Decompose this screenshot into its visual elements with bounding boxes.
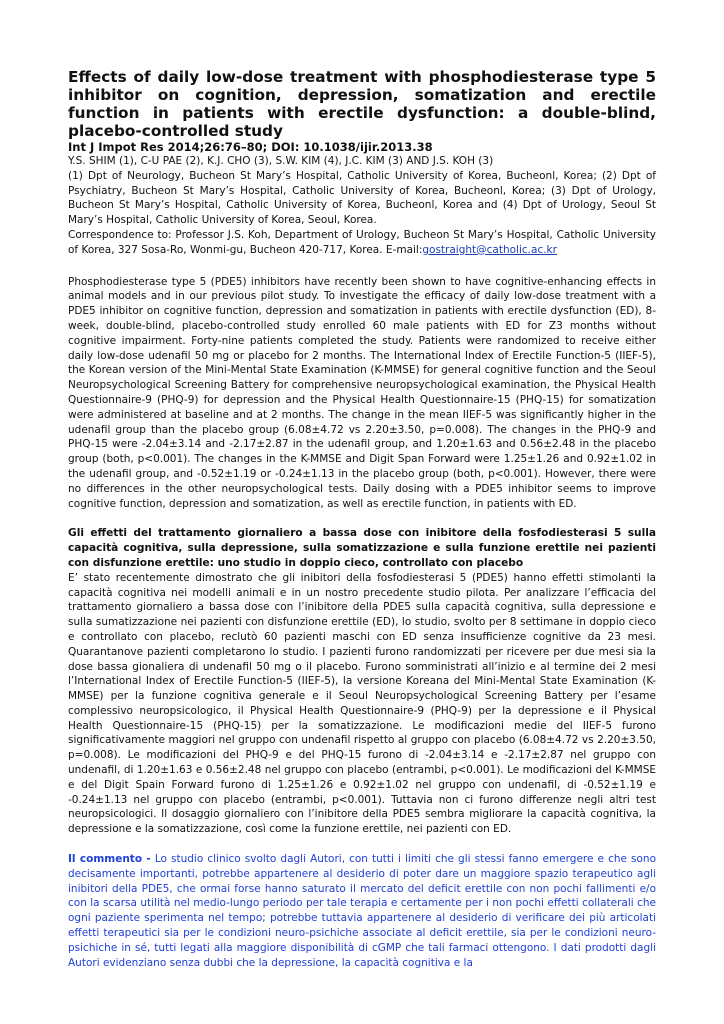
article-authors: Y.S. SHIM (1), C-U PAE (2), K.J. CHO (3), S.W. KIM (4), J.C. KIM (3) AND J.S. KOH (3) <box>68 155 494 167</box>
italian-title: Gli effetti del trattamento giornaliero a bassa dose con inibitore della fosfodiesterasi 5 sulla capacità cognitiva, sulla depressione, sulla somatizzazione e sulla funzione erettile nei pazienti con disfunzione erettile: uno studio in doppio cieco, controllato con placebo <box>68 527 656 569</box>
comment-section <box>68 852 656 970</box>
document-page <box>68 68 656 970</box>
comment-text: Lo studio clinico svolto dagli Autori, con tutti i limiti che gli stessi fanno emergere e che sono decisamente importanti, potrebbe appartenere al desiderio di poter dare un maggiore spazio terapeutico agli inibitori della PDE5, che ormai forse hanno saturato il mercato del deficit erettile con non pochi fallimenti e/o con la scarsa utilità nel medio-lungo periodo per tale terapia e certamente per i non pochi effetti collaterali che ogni paziente sperimenta nel tempo; potrebbe tuttavia appartenere al desiderio di verificare dei più articolati effetti terapeutici sia per le condizioni neuro-psichiche associate al deficit erettile, sia per le condizioni neuro-psichiche in sé, tutti legati alla maggiore disponibilità di cGMP che tali farmaci ottengono. I dati prodotti dagli Autori evidenziano senza dubbi che la depressione, la capacità cognitiva e la <box>68 853 657 969</box>
article-affiliations: (1) Dpt of Neurology, Bucheon St Mary’s Hospital, Catholic University of Korea, Bucheonl, Korea; (2) Dpt of Psychiatry, Bucheon St Mary’s Hospital, Catholic University of Korea, Bucheonl, Korea; (3) Dpt of Urology, Bucheon St Mary’s Hospital, Catholic University of Korea, Bucheonl, Korea and (4) Dpt of Urology, Seoul St Mary’s Hospital, Catholic University of Korea, Seoul, Korea. <box>68 169 656 227</box>
article-citation: Int J Impot Res 2014;26:76–80; DOI: 10.1038/ijir.2013.38 <box>68 140 433 154</box>
article-title: Effects of daily low-dose treatment with phosphodiesterase type 5 inhibitor on cognition, depression, somatization and erectile function in patients with erectile dysfunction: a double-blind, placebo-controlled study <box>68 68 656 140</box>
italian-abstract: E’ stato recentemente dimostrato che gli inibitori della fosfodiesterasi 5 (PDE5) hanno effetti stimolanti la capacità cognitiva nei modelli animali e in un nostro precedente studio pilota. Per analizzare l’efficacia del trattamento giornaliero a bassa dose con l’inibitore della PDE5 sulla capacità cognitiva, sulla depressione e sulla sumatizzazione nei pazienti con disfunzione erettile (ED), lo studio, svolto per 8 settimane in doppio cieco e controllato con placebo, reclutò 60 pazienti maschi con ED senza insufficienze cognitive da 23 mesi. Quarantanove pazienti completarono lo studio. I pazienti furono randomizzati per ricevere per due mesi sia la dose bassa gionaliera di undenafil 50 mg o il placebo. Furono somministrati all’inizio e al termine dei 2 mesi l’International Index of Erectile Function-5 (IIEF-5), la versione Koreana del Mini-Mental State Examination (K-MMSE) per la funzione cognitiva generale e il Seoul Neuropsychological Screening Battery per l’esame complessivo neuropsicologico, il Physical Health Questionnaire-9 (PHQ-9) per la depressione e il Physical Health Questionnaire-15 (PHQ-15) per la somatizzazione. Le modificazioni medie del IIEF-5 furono significativamente maggiori nel gruppo con undenafil rispetto al gruppo con placebo (6.08±4.72 vs 2.20±3.50, p=0.008). Le modificazioni del PHQ-9 e del PHQ-15 furono di -2.04±3.14 e -2.17±2.87 nel gruppo con undenafil, di 1.20±1.63 e 0.56±2.48 nel gruppo con placebo (entrambi, p<0.001). Le modificazioni del K-MMSE e del Digit Spain Forward furono di 1.25±1.26 e 0.92±1.02 nel gruppo con undenafil, di -0.52±1.19 e -0.24±1.13 nel gruppo con placebo (entrambi, p<0.001). Tuttavia non ci furono differenze negli altri test neuropsicologici. Il dosaggio giornaliero con l’inibitore della PDE5 sembra migliorare la capacità cognitiva, la depressione e la somatizzazione, così come la funzione erettile, nei pazienti con ED. <box>68 571 656 836</box>
comment-lead: Il commento - <box>68 853 151 866</box>
email-link[interactable]: gostraight@catholic.ac.kr <box>422 243 557 256</box>
article-correspondence <box>68 228 656 258</box>
correspondence-text: Correspondence to: Professor J.S. Koh, Department of Urology, Bucheon St Mary’s Hospital, Catholic University of Korea, 327 Sosa-Ro, Wonmi-gu, Bucheon 420-717, Korea. E-mail: <box>68 228 656 256</box>
abstract-english: Phosphodiesterase type 5 (PDE5) inhibitors have recently been shown to have cognitive-enhancing effects in animal models and in our previous pilot study. To investigate the efficacy of daily low-dose treatment with a PDE5 inhibitor on cognitive function, depression and somatization in patients with erectile dysfunction (ED), 8-week, double-blind, placebo-controlled study enrolled 60 male patients with ED for Z3 months without cognitive impairment. Forty-nine patients completed the study. Patients were randomized to receive either daily low-dose udenafil 50 mg or placebo for 2 months. The International Index of Erectile Function-5 (IIEF-5), the Korean version of the Mini-Mental State Examination (K-MMSE) for general cognitive function and the Seoul Neuropsychological Screening Battery for comprehensive neuropsychological examination, the Physical Health Questionnaire-9 (PHQ-9) for depression and the Physical Health Questionnaire-15 (PHQ-15) for somatization were administered at baseline and at 2 months. The change in the mean IIEF-5 was significantly higher in the udenafil group than the placebo group (6.08±4.72 vs 2.20±3.50, p=0.008). The changes in the PHQ-9 and PHQ-15 were -2.04±3.14 and -2.17±2.87 in the udenafil group, and 1.20±1.63 and 0.56±2.48 in the placebo group (both, p<0.001). The changes in the K-MMSE and Digit Span Forward were 1.25±1.26 and 0.92±1.02 in the udenafil group, and -0.52±1.19 or -0.24±1.13 in the placebo group (both, p<0.001). However, there were no differences in the other neuropsychological tests. Daily dosing with a PDE5 inhibitor seems to improve cognitive function, depression and somatization, as well as erectile function, in patients with ED. <box>68 275 656 510</box>
